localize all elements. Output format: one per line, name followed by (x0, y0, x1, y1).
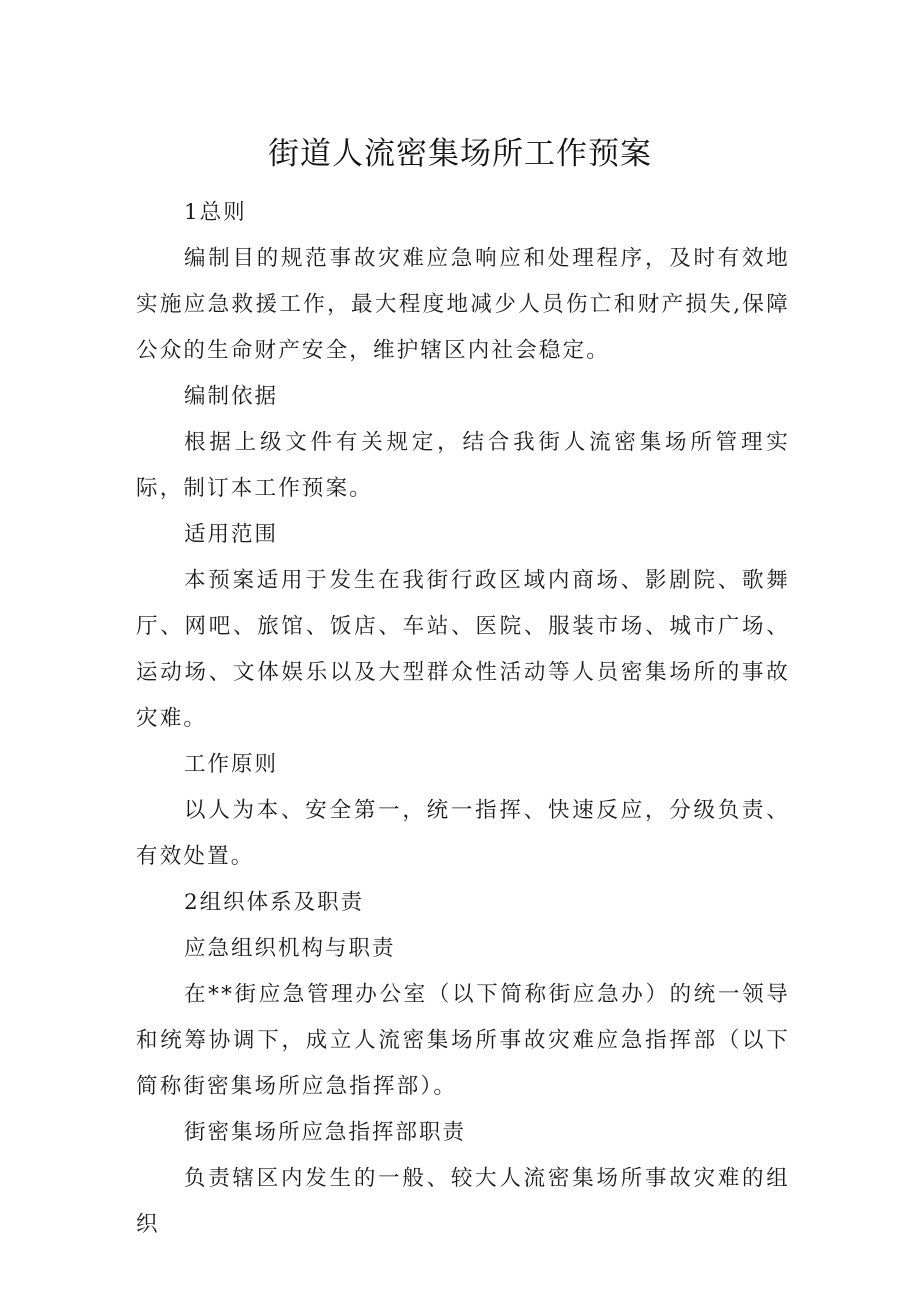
paragraph-purpose: 编制目的规范事故灾难应急响应和处理程序，及时有效地实施应急救援工作，最大程度地减少人员伤亡和财产损失,保障公众的生命财产安全，维护辖区内社会稳定。 (136, 246, 790, 363)
paragraph-principles: 以人为本、安全第一，统一指挥、快速反应，分级负责、有效处置。 (136, 798, 790, 869)
paragraph-basis: 根据上级文件有关规定，结合我街人流密集场所管理实际，制订本工作预案。 (136, 430, 790, 501)
section-heading-organization: 2组织体系及职责 (184, 890, 365, 915)
section-heading-general: 1总则 (184, 200, 247, 225)
section-heading-command-duties: 街密集场所应急指挥部职责 (184, 1120, 467, 1145)
section-heading-principles: 工作原则 (184, 752, 279, 777)
section-heading-basis: 编制依据 (184, 384, 279, 409)
section-heading-emergency-organization: 应急组织机构与职责 (184, 936, 396, 961)
paragraph-emergency-organization: 在**街应急管理办公室（以下简称街应急办）的统一领导和统筹协调下，成立人流密集场所事故灾难应急指挥部（以下简称街密集场所应急指挥部）。 (136, 982, 790, 1099)
section-heading-scope: 适用范围 (184, 522, 279, 547)
paragraph-scope: 本预案适用于发生在我街行政区域内商场、影剧院、歌舞厅、网吧、旅馆、饭店、车站、医院、服装市场、城市广场、运动场、文体娱乐以及大型群众性活动等人员密集场所的事故灾难。 (136, 568, 790, 731)
document-body (136, 190, 790, 1248)
paragraph-command-duties: 负责辖区内发生的一般、较大人流密集场所事故灾难的组织 (136, 1166, 790, 1237)
document-title: 街道人流密集场所工作预案 (268, 136, 652, 172)
